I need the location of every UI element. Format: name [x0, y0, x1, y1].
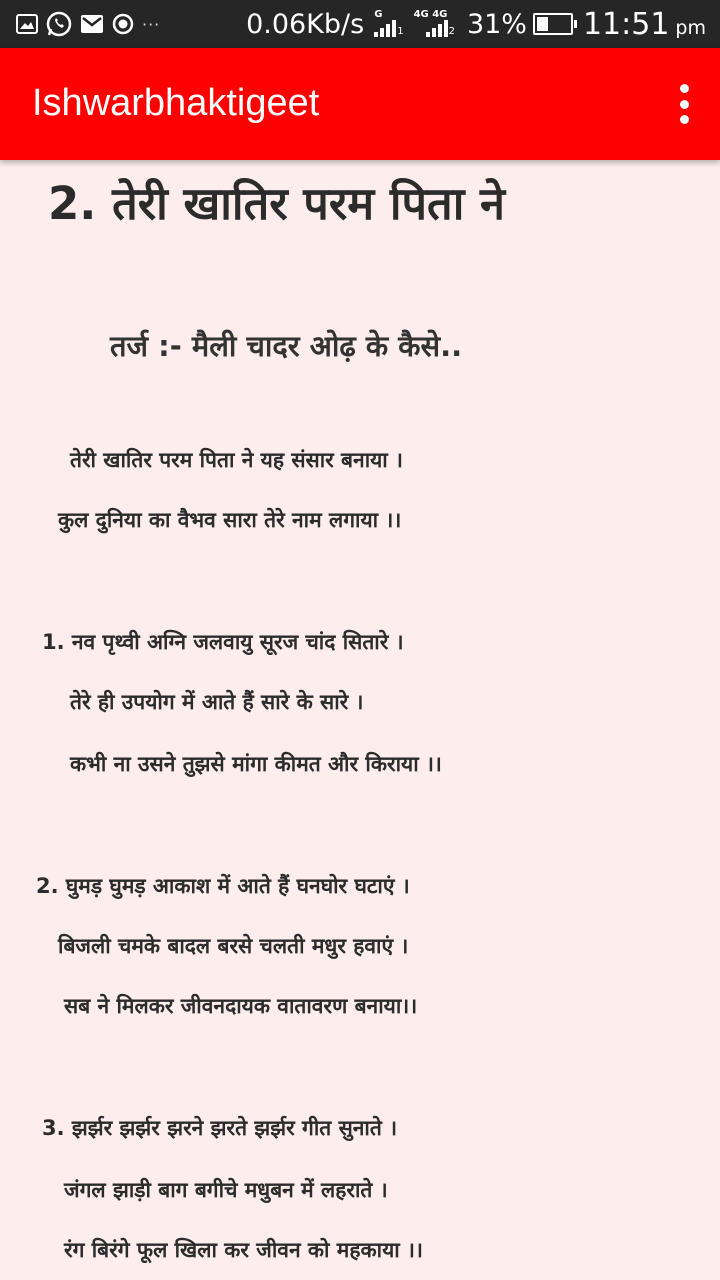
- notification-icons: [16, 10, 160, 38]
- song-content: [0, 160, 720, 1280]
- record-icon: [112, 13, 134, 35]
- overflow-menu-icon[interactable]: [676, 84, 692, 124]
- sim1-signal-icon: G 1: [374, 9, 404, 37]
- net-speed: 0.06Kb/s: [246, 8, 365, 40]
- battery-icon: [533, 13, 573, 35]
- lyric-line: सब ने मिलकर जीवनदायक वातावरण बनाया।।: [64, 994, 418, 1018]
- gmail-icon: [80, 14, 104, 34]
- lyric-line: तेरे ही उपयोग में आते हैं सारे के सारे ।: [70, 690, 364, 714]
- lyric-line: बिजली चमके बादल बरसे चलती मधुर हवाएं ।: [58, 934, 409, 958]
- lyric-line: 1. नव पृथ्वी अग्नि जलवायु सूरज चांद सितारे ।: [42, 630, 404, 654]
- lyric-line: रंग बिरंगे फूल खिला कर जीवन को महकाया ।।: [64, 1238, 423, 1262]
- more-notifications-icon: ···: [142, 14, 161, 34]
- song-tune: तर्ज :- मैली चादर ओढ़ के कैसे..: [110, 329, 463, 363]
- song-title: 2. तेरी खातिर परम पिता ने: [48, 177, 505, 230]
- app-title: Ishwarbhaktigeet: [32, 82, 320, 124]
- lyric-line: 2. घुमड़ घुमड़ आकाश में आते हैं घनघोर घटाएं ।: [36, 874, 410, 898]
- clock-ampm: pm: [675, 17, 706, 39]
- whatsapp-icon: [46, 11, 72, 37]
- status-bar: [0, 0, 720, 48]
- lyric-line: 3. झर्झर झर्झर झरने झरते झर्झर गीत सुनाते ।: [42, 1116, 398, 1140]
- lyric-line: कभी ना उसने तुझसे मांगा कीमत और किराया ।।: [70, 752, 442, 776]
- lyric-line: जंगल झाड़ी बाग बगीचे मधुबन में लहराते ।: [64, 1178, 388, 1202]
- battery-percent: 31%: [466, 8, 527, 40]
- lyric-line: कुल दुनिया का वैभव सारा तेरे नाम लगाया ।।: [58, 508, 402, 532]
- gallery-icon: [16, 14, 38, 34]
- lyric-line: तेरी खातिर परम पिता ने यह संसार बनाया ।: [70, 448, 404, 472]
- sim2-signal-icon: 4G 4G 2: [413, 9, 455, 37]
- app-bar: [0, 48, 720, 160]
- clock-time: 11:51: [582, 6, 670, 42]
